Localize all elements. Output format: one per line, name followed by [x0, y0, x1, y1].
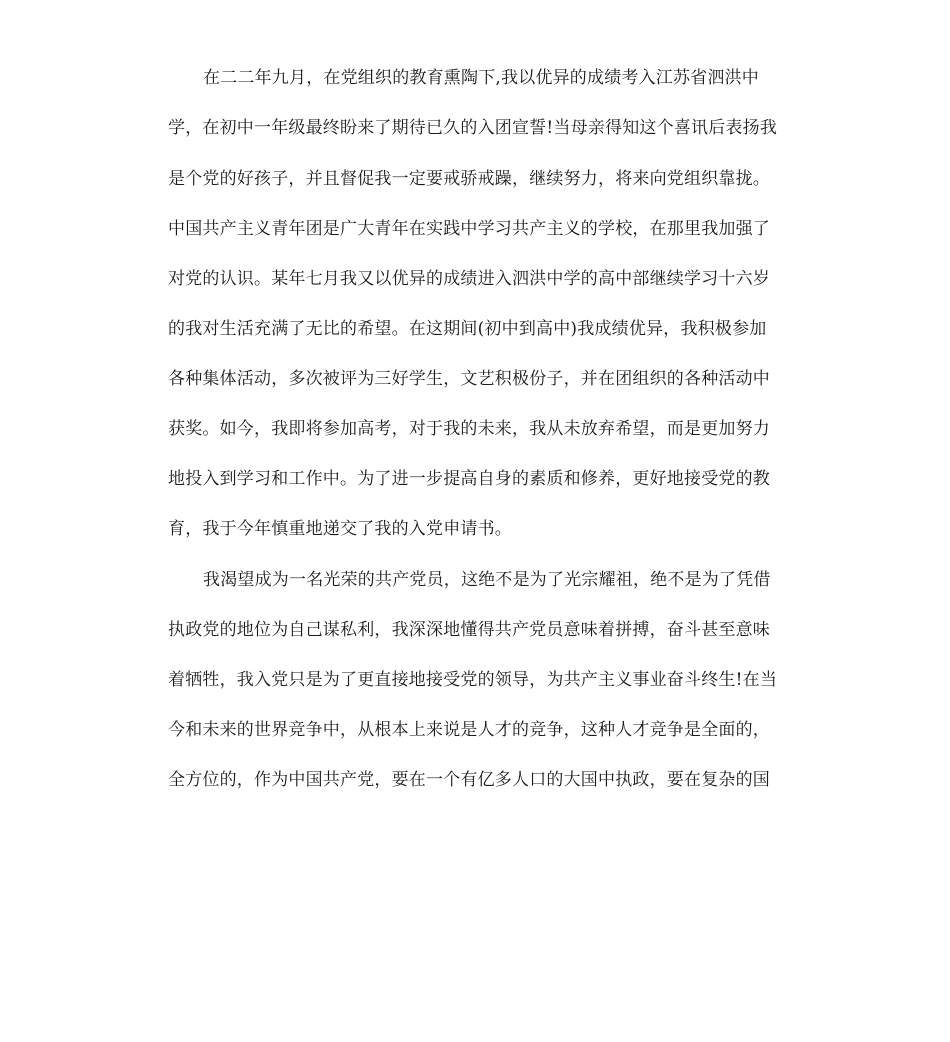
paragraph-2-line-3: 着牺牲，我入党只是为了更直接地接受党的领导，为共产主义事业奋斗终生!在当 — [168, 670, 778, 690]
paragraph-1-line-8: 获奖。如今，我即将参加高考，对于我的未来，我从未放弃希望，而是更加努力 — [168, 419, 770, 439]
paragraph-1-line-7: 各种集体活动，多次被评为三好学生，文艺积极份子，并在团组织的各种活动中 — [168, 369, 770, 389]
paragraph-2-line-1: 我渴望成为一名光荣的共产党员，这绝不是为了光宗耀祖，绝不是为了凭借 — [203, 570, 771, 590]
paragraph-1-line-9: 地投入到学习和工作中。为了进一步提高自身的素质和修养，更好地接受党的教 — [168, 469, 770, 489]
paragraph-2-line-5: 全方位的，作为中国共产党，要在一个有亿多人口的大国中执政，要在复杂的国 — [168, 770, 770, 790]
paragraph-1-line-4: 中国共产主义青年团是广大青年在实践中学习共产主义的学校，在那里我加强了 — [168, 219, 770, 239]
paragraph-1-line-5: 对党的认识。某年七月我又以优异的成绩进入泗洪中学的高中部继续学习十六岁 — [168, 269, 770, 289]
paragraph-1-line-3: 是个党的好孩子，并且督促我一定要戒骄戒躁，继续努力，将来向党组织靠拢。 — [168, 169, 770, 189]
paragraph-1-line-1: 在二二年九月，在党组织的教育熏陶下,我以优异的成绩考入江苏省泗洪中 — [203, 68, 760, 88]
paragraph-2-line-2: 执政党的地位为自己谋私利，我深深地懂得共产党员意味着拼搏，奋斗甚至意味 — [168, 620, 770, 640]
paragraph-1-line-10: 育，我于今年慎重地递交了我的入党申请书。 — [168, 519, 512, 539]
paragraph-2-line-4: 今和未来的世界竞争中，从根本上来说是人才的竞争，这种人才竞争是全面的， — [168, 720, 770, 740]
paragraph-1-line-2: 学，在初中一年级最终盼来了期待已久的入团宣誓!当母亲得知这个喜讯后表扬我 — [168, 118, 778, 138]
paragraph-1-line-6: 的我对生活充满了无比的希望。在这期间(初中到高中)我成绩优异，我积极参加 — [168, 319, 767, 339]
